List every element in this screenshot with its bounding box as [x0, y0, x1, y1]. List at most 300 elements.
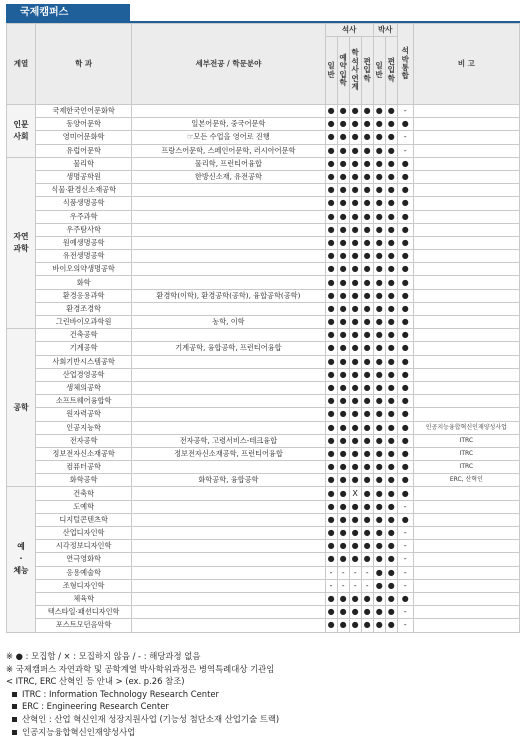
availability-mark: ● [349, 329, 361, 342]
availability-mark: ● [373, 197, 385, 210]
availability-mark: ● [385, 566, 397, 579]
detail-cell [132, 606, 325, 619]
availability-mark: ● [373, 553, 385, 566]
availability-mark: ● [385, 157, 397, 170]
note-cell: ERC, 산혁인 [413, 474, 519, 487]
availability-mark: ● [325, 434, 337, 447]
availability-mark: ● [361, 461, 373, 474]
header-sub-masters-general: 일반 [325, 37, 337, 105]
availability-mark: ● [397, 447, 413, 460]
detail-cell: 전자공학, 고령서비스-테크융합 [132, 434, 325, 447]
availability-mark: ● [373, 302, 385, 315]
table-row [7, 368, 520, 381]
department-cell: 응용예술학 [36, 566, 132, 579]
itrc-erc-heading: < ITRC, ERC 산혁인 등 안내 > (ex. p.26 참조) [6, 676, 185, 687]
detail-cell [132, 487, 325, 500]
availability-mark: ● [373, 210, 385, 223]
availability-mark: ● [385, 355, 397, 368]
availability-mark: ● [337, 553, 349, 566]
availability-mark: ● [337, 513, 349, 526]
detail-cell: ☞모든 수업을 영어로 진행 [132, 131, 325, 144]
note-cell [413, 368, 519, 381]
department-cell: 소프트웨어융합학 [36, 395, 132, 408]
availability-mark: ● [385, 289, 397, 302]
note-cell [413, 342, 519, 355]
availability-mark: ● [385, 619, 397, 632]
note-cell [413, 566, 519, 579]
note-cell [413, 592, 519, 605]
header-sub-bs-ms: 학석사연계 [349, 37, 361, 105]
table-row [7, 421, 520, 434]
bullet-item: ERC : Engineering Research Center [6, 700, 520, 713]
availability-mark: ● [325, 527, 337, 540]
detail-cell: 한방신소재, 유전공학 [132, 170, 325, 183]
header-gyeyeol: 계열 [7, 24, 36, 105]
note-cell [413, 157, 519, 170]
availability-mark: ● [385, 527, 397, 540]
availability-mark: ● [397, 592, 413, 605]
availability-mark: ● [361, 527, 373, 540]
availability-mark: ● [349, 500, 361, 513]
availability-mark: ● [349, 210, 361, 223]
note-cell [413, 144, 519, 157]
availability-mark: ● [385, 105, 397, 118]
availability-mark: ● [397, 461, 413, 474]
availability-mark: ● [325, 592, 337, 605]
availability-mark: ● [325, 408, 337, 421]
table-row [7, 157, 520, 170]
availability-mark: ● [373, 223, 385, 236]
availability-mark: ● [361, 395, 373, 408]
detail-cell: 화학공학, 융합공학 [132, 474, 325, 487]
availability-mark: ● [397, 263, 413, 276]
availability-mark: ● [349, 592, 361, 605]
detail-cell [132, 236, 325, 249]
availability-mark: ● [361, 619, 373, 632]
availability-mark: ● [325, 316, 337, 329]
department-cell: 생체의공학 [36, 381, 132, 394]
department-cell: 물리학 [36, 157, 132, 170]
department-cell: 포스트모던음악학 [36, 619, 132, 632]
detail-cell [132, 500, 325, 513]
table-row [7, 263, 520, 276]
availability-mark: - [397, 553, 413, 566]
availability-mark: ● [349, 434, 361, 447]
availability-mark: ● [385, 197, 397, 210]
table-row [7, 579, 520, 592]
note-cell [413, 395, 519, 408]
department-cell: 화학 [36, 276, 132, 289]
availability-mark: - [397, 144, 413, 157]
note-cell [413, 289, 519, 302]
availability-mark: ● [325, 236, 337, 249]
note-cell [413, 263, 519, 276]
availability-mark: ● [349, 474, 361, 487]
availability-mark: ● [385, 408, 397, 421]
note-cell [413, 500, 519, 513]
availability-mark: ● [361, 381, 373, 394]
department-cell: 환경조경학 [36, 302, 132, 315]
detail-cell [132, 368, 325, 381]
availability-mark: ● [373, 566, 385, 579]
availability-mark: ● [385, 250, 397, 263]
note-cell [413, 236, 519, 249]
availability-mark: ● [385, 131, 397, 144]
header-doctoral: 박사 [373, 24, 397, 37]
header-sub-early-admission: 예약입학 [337, 37, 349, 105]
availability-mark: ● [397, 487, 413, 500]
availability-mark: ● [349, 223, 361, 236]
note-cell [413, 487, 519, 500]
availability-mark: ● [337, 527, 349, 540]
program-table-body [7, 105, 520, 633]
availability-mark: ● [349, 170, 361, 183]
availability-mark: ● [361, 157, 373, 170]
note-cell [413, 276, 519, 289]
department-cell: 생명공학원 [36, 170, 132, 183]
note-cell [413, 329, 519, 342]
availability-mark: ● [337, 342, 349, 355]
footer-notes [6, 650, 520, 737]
availability-mark: ● [361, 276, 373, 289]
availability-mark: ● [325, 461, 337, 474]
availability-mark: ● [325, 118, 337, 131]
note-cell [413, 381, 519, 394]
availability-mark: ● [361, 540, 373, 553]
detail-cell [132, 513, 325, 526]
department-cell: 바이오의약생명공학 [36, 263, 132, 276]
availability-mark: ● [385, 500, 397, 513]
availability-mark: ● [373, 105, 385, 118]
department-cell: 연극영화학 [36, 553, 132, 566]
availability-mark: ● [385, 276, 397, 289]
department-cell: 전자공학 [36, 434, 132, 447]
availability-mark: ● [337, 184, 349, 197]
availability-mark: ● [325, 250, 337, 263]
availability-mark: ● [337, 210, 349, 223]
availability-mark: ● [361, 105, 373, 118]
availability-mark: ● [385, 184, 397, 197]
availability-mark: ● [325, 368, 337, 381]
availability-mark: ● [373, 184, 385, 197]
table-row [7, 395, 520, 408]
header-sub-doctoral-general: 일반 [373, 37, 385, 105]
department-cell: 영미어문화학 [36, 131, 132, 144]
availability-mark: ● [385, 144, 397, 157]
square-bullet-icon [12, 730, 17, 735]
department-cell: 건축공학 [36, 329, 132, 342]
availability-mark: ● [337, 474, 349, 487]
availability-mark: ● [397, 184, 413, 197]
availability-mark: - [361, 579, 373, 592]
availability-mark: ● [373, 619, 385, 632]
availability-mark: ● [397, 368, 413, 381]
detail-cell: 물리학, 프런티어융합 [132, 157, 325, 170]
availability-mark: ● [373, 408, 385, 421]
availability-mark: ● [349, 421, 361, 434]
availability-mark: ● [373, 474, 385, 487]
availability-mark: ● [385, 513, 397, 526]
department-cell: 산업디자인학 [36, 527, 132, 540]
availability-mark: ● [361, 223, 373, 236]
availability-mark: ● [325, 329, 337, 342]
header-sub-6: 석박통합 [401, 46, 409, 81]
availability-mark: ● [325, 157, 337, 170]
availability-mark: ● [349, 461, 361, 474]
table-row [7, 447, 520, 460]
note-cell [413, 619, 519, 632]
availability-mark: ● [385, 434, 397, 447]
availability-mark: ● [385, 223, 397, 236]
availability-mark: ● [349, 316, 361, 329]
square-bullet-icon [12, 704, 17, 709]
availability-mark: ● [349, 513, 361, 526]
availability-mark: ● [385, 421, 397, 434]
availability-mark: ● [337, 131, 349, 144]
note-cell [413, 553, 519, 566]
department-cell: 조형디자인학 [36, 579, 132, 592]
availability-mark: ● [385, 170, 397, 183]
bullet-item: 산혁인 : 산업 혁신인재 성장지원사업 (기능성 첨단소재 산업기술 트랙) [6, 713, 520, 726]
availability-mark: ● [337, 500, 349, 513]
table-row [7, 500, 520, 513]
availability-mark: - [397, 566, 413, 579]
availability-mark: ● [325, 381, 337, 394]
availability-mark: ● [337, 447, 349, 460]
availability-mark: ● [361, 144, 373, 157]
availability-mark: ● [337, 368, 349, 381]
note-cell [413, 513, 519, 526]
availability-mark: ● [373, 395, 385, 408]
note-cell: 인공지능융합혁신인재양성사업 [413, 421, 519, 434]
availability-mark: ● [385, 210, 397, 223]
availability-mark: - [361, 566, 373, 579]
availability-mark: ● [349, 289, 361, 302]
note-cell [413, 223, 519, 236]
availability-mark: ● [361, 355, 373, 368]
availability-mark: ● [349, 276, 361, 289]
table-row [7, 316, 520, 329]
availability-mark: ● [385, 302, 397, 315]
availability-mark: ● [397, 434, 413, 447]
note-cell [413, 540, 519, 553]
detail-cell [132, 105, 325, 118]
availability-mark: ● [325, 144, 337, 157]
note-cell [413, 118, 519, 131]
note-cell [413, 302, 519, 315]
table-row [7, 434, 520, 447]
availability-mark: - [337, 579, 349, 592]
availability-mark: ● [361, 606, 373, 619]
detail-cell [132, 302, 325, 315]
availability-mark: ● [397, 302, 413, 315]
square-bullet-icon [12, 692, 17, 697]
detail-cell [132, 461, 325, 474]
detail-cell [132, 395, 325, 408]
table-row [7, 105, 520, 118]
availability-mark: ● [397, 170, 413, 183]
availability-mark: ● [325, 513, 337, 526]
availability-mark: ● [397, 236, 413, 249]
availability-mark: ● [325, 474, 337, 487]
availability-mark: ● [373, 447, 385, 460]
availability-mark: - [397, 606, 413, 619]
table-row [7, 197, 520, 210]
table-row [7, 474, 520, 487]
availability-mark: ● [373, 157, 385, 170]
availability-mark: ● [349, 197, 361, 210]
availability-mark: ● [373, 579, 385, 592]
availability-mark: ● [325, 105, 337, 118]
availability-mark: ● [397, 355, 413, 368]
availability-mark: ● [373, 236, 385, 249]
availability-mark: ● [361, 197, 373, 210]
availability-mark: ● [349, 381, 361, 394]
availability-mark: ● [373, 381, 385, 394]
availability-mark: ● [361, 513, 373, 526]
detail-cell [132, 355, 325, 368]
availability-mark: ● [373, 513, 385, 526]
detail-cell [132, 553, 325, 566]
detail-cell: 환경학(이학), 환경공학(공학), 융합공학(공학) [132, 289, 325, 302]
department-cell: 그린바이오과학원 [36, 316, 132, 329]
department-cell: 체육학 [36, 592, 132, 605]
availability-mark: ● [349, 184, 361, 197]
availability-mark: - [397, 579, 413, 592]
availability-mark: ● [325, 197, 337, 210]
availability-mark: ● [349, 395, 361, 408]
availability-mark: ● [337, 263, 349, 276]
detail-cell: 기계공학, 융합공학, 프런티어융합 [132, 342, 325, 355]
table-row [7, 513, 520, 526]
availability-mark: ● [325, 540, 337, 553]
header-sub-masters-transfer: 편입학 [361, 37, 373, 105]
availability-mark: ● [349, 540, 361, 553]
availability-mark: ● [361, 474, 373, 487]
availability-mark: ● [325, 131, 337, 144]
department-cell: 원예생명공학 [36, 236, 132, 249]
availability-mark: ● [397, 381, 413, 394]
availability-mark: ● [373, 276, 385, 289]
availability-mark: ● [373, 170, 385, 183]
availability-mark: ● [337, 250, 349, 263]
availability-mark: ● [337, 381, 349, 394]
availability-mark: ● [385, 474, 397, 487]
availability-mark: ● [361, 487, 373, 500]
availability-mark: ● [361, 118, 373, 131]
availability-mark: ● [337, 619, 349, 632]
availability-mark: ● [325, 223, 337, 236]
availability-mark: ● [385, 447, 397, 460]
availability-mark: ● [349, 236, 361, 249]
availability-mark: ● [385, 316, 397, 329]
detail-cell [132, 619, 325, 632]
department-cell: 건축학 [36, 487, 132, 500]
availability-mark: ● [337, 540, 349, 553]
availability-mark: ● [349, 250, 361, 263]
detail-cell [132, 250, 325, 263]
table-row [7, 302, 520, 315]
detail-cell [132, 184, 325, 197]
table-row [7, 487, 520, 500]
note-cell [413, 355, 519, 368]
availability-mark: - [397, 540, 413, 553]
availability-mark: ● [361, 302, 373, 315]
availability-mark: - [397, 619, 413, 632]
availability-mark: ● [349, 606, 361, 619]
detail-cell [132, 263, 325, 276]
department-cell: 사회기반시스템공학 [36, 355, 132, 368]
note-cell: ITRC [413, 447, 519, 460]
availability-mark: ● [373, 263, 385, 276]
availability-mark: X [349, 487, 361, 500]
availability-mark: ● [349, 355, 361, 368]
table-row [7, 289, 520, 302]
department-cell: 산업경영공학 [36, 368, 132, 381]
table-row [7, 540, 520, 553]
note-cell [413, 131, 519, 144]
note-cell [413, 527, 519, 540]
availability-mark: ● [361, 250, 373, 263]
note-cell [413, 105, 519, 118]
note-cell: ITRC [413, 434, 519, 447]
table-row [7, 381, 520, 394]
detail-cell [132, 592, 325, 605]
campus-tab-title: 국제캠퍼스 [6, 4, 130, 21]
note-cell [413, 197, 519, 210]
detail-cell [132, 329, 325, 342]
availability-mark: ● [349, 619, 361, 632]
availability-mark: ● [325, 302, 337, 315]
availability-mark: ● [337, 157, 349, 170]
department-cell: 유럽어문학 [36, 144, 132, 157]
department-cell: 국제한국언어문화학 [36, 105, 132, 118]
availability-mark: ● [349, 131, 361, 144]
table-row [7, 619, 520, 632]
availability-mark: ● [349, 118, 361, 131]
availability-mark: ● [337, 144, 349, 157]
department-cell: 유전생명공학 [36, 250, 132, 263]
availability-mark: ● [373, 355, 385, 368]
table-row [7, 170, 520, 183]
department-cell: 동양어문학 [36, 118, 132, 131]
table-row [7, 329, 520, 342]
availability-mark: ● [337, 276, 349, 289]
availability-mark: ● [349, 342, 361, 355]
availability-mark: ● [373, 342, 385, 355]
availability-mark: ● [337, 408, 349, 421]
availability-mark: ● [361, 289, 373, 302]
availability-mark: ● [373, 434, 385, 447]
availability-mark: ● [385, 553, 397, 566]
availability-mark: ● [373, 606, 385, 619]
availability-mark: ● [337, 592, 349, 605]
department-cell: 도예학 [36, 500, 132, 513]
table-row [7, 566, 520, 579]
availability-mark: ● [361, 342, 373, 355]
department-cell: 화학공학 [36, 474, 132, 487]
availability-mark: ● [373, 329, 385, 342]
category-cell: 공학 [7, 329, 36, 487]
category-cell: 자연 과학 [7, 157, 36, 328]
availability-mark: ● [349, 527, 361, 540]
header-hakgwa: 학 과 [36, 24, 132, 105]
availability-mark: ● [385, 381, 397, 394]
availability-mark: ● [361, 592, 373, 605]
availability-mark: ● [349, 105, 361, 118]
availability-mark: ● [373, 461, 385, 474]
department-cell: 컴퓨터공학 [36, 461, 132, 474]
